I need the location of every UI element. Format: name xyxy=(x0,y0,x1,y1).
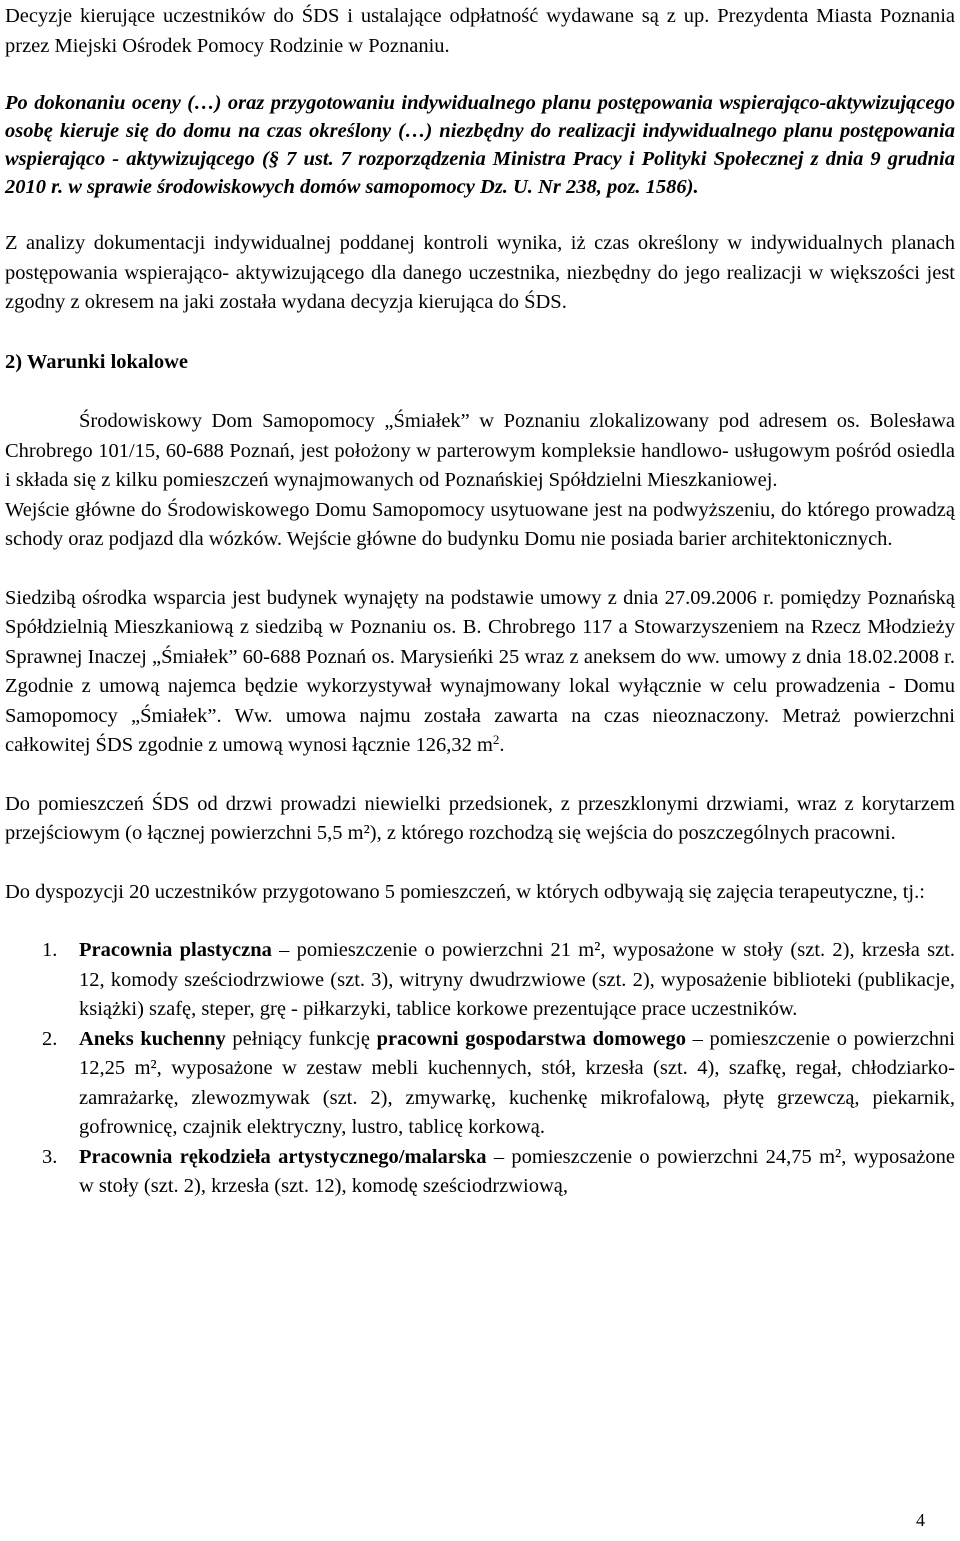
document-page xyxy=(5,0,955,1202)
list-item xyxy=(5,936,955,1025)
list-item xyxy=(5,1025,955,1143)
section-heading: 2) Warunki lokalowe xyxy=(5,350,189,373)
regulation-note: Po dokonaniu oceny (…) oraz przygotowaniu indywidualnego planu postępowania wspierająco-aktywizującego osobę kieruje się do domu na czas określony (…) niezbędny do realizacji indywidualnego planu postępowania wspierająco - aktywizującego (§ 7 ust. 7 rozporządzenia Ministra Pracy i Polityki Społecznej z dnia 9 grudnia 2010 r. w sprawie środowiskowych domów samopomocy Dz. U. Nr 238, poz. 1586). xyxy=(5,92,955,198)
analysis-paragraph: Z analizy dokumentacji indywidualnej poddanej kontroli wynika, iż czas określony w indywidualnych planach postępowania wspierająco- aktywizującego dla danego uczestnika, niezbędny do jego realizacji w większości jest zgodny z okresem na jaki została wydana decyzja kierująca do ŚDS. xyxy=(5,232,955,313)
location-paragraph: Środowiskowy Dom Samopomocy „Śmiałek” w Poznaniu zlokalizowany pod adresem os. Bolesława Chrobrego 101/15, 60-688 Poznań, jest położony w parterowym kompleksie handlowo- usługowym pośród osiedla i składa się z kilku pomieszczeń wynajmowanych od Poznańskiej Spółdzielni Mieszkaniowej. xyxy=(5,410,955,491)
list-item-number: 1. xyxy=(42,939,58,961)
room-name: Aneks kuchenny xyxy=(79,1027,226,1050)
entrance-paragraph: Wejście główne do Środowiskowego Domu Samopomocy usytuowane jest na podwyższeniu, do którego prowadzą schody oraz podjazd dla wózków. Wejście główne do budynku Domu nie posiada barier architektonicznych. xyxy=(5,498,955,550)
intro-paragraph: Decyzje kierujące uczestników do ŚDS i ustalające odpłatność wydawane są z up. Prezydenta Miasta Poznania przez Miejski Ośrodek Pomocy Rodzinie w Poznaniu. xyxy=(5,5,955,57)
lease-end: . xyxy=(499,734,505,756)
area-exponent: 2 xyxy=(492,732,500,747)
room-description: – pomieszczenie o powierzchni 21 m², wyposażone w stoły (szt. 2), krzesła szt. 12, komody sześciodrzwiowe (szt. 3), witryny dwudrzwiowe (szt. 2), wyposażenie biblioteki (publikacje, książki) szafę, steper, grę - piłkarzyki, tablice korkowe prezentujące prace uczestników. xyxy=(79,939,955,1020)
lease-text: Siedzibą ośrodka wsparcia jest budynek wynajęty na podstawie umowy z dnia 27.09.2006 r. pomiędzy Poznańską Spółdzielnią Mieszkaniową z siedzibą w Poznaniu os. B. Chrobrego 117 a Stowarzyszeniem na Rzecz Młodzieży Sprawnej Inaczej „Śmiałek” 60-688 Poznań os. Marysieńki 25 wraz z aneksem do ww. umowy z dnia 18.02.2008 r. Zgodnie z umową najemca będzie wykorzystywał wynajmowany lokal wyłącznie w celu prowadzenia - Domu Samopomocy „Śmiałek”. Ww. umowa najmu została zawarta na czas nieoznaczony. Metraż powierzchni całkowitej ŚDS zgodnie z umową wynosi łącznie 126,32 m xyxy=(5,586,955,756)
rooms-list xyxy=(5,936,955,1202)
room-function-text: pełniący funkcję xyxy=(225,1027,377,1050)
page-number: 4 xyxy=(916,1510,925,1530)
room-function-name: pracowni gospodarstwa domowego xyxy=(376,1027,686,1050)
room-name: Pracownia rękodzieła artystycznego/malarska xyxy=(79,1145,487,1168)
list-item-number: 2. xyxy=(42,1027,58,1050)
vestibule-paragraph: Do pomieszczeń ŚDS od drzwi prowadzi niewielki przedsionek, z przeszklonymi drzwiami, wraz z korytarzem przejściowym (o łącznej powierzchni 5,5 m²), z którego rozchodzą się wejścia do poszczególnych pracowni. xyxy=(5,792,955,844)
list-item-number: 3. xyxy=(42,1145,58,1168)
list-item xyxy=(5,1143,955,1202)
room-name: Pracownia plastyczna xyxy=(79,939,272,961)
room-description: – pomieszczenie o powierzchni 12,25 m², wyposażone w zestaw mebli kuchennych, stół, krzesła (szt. 4), szafkę, regał, chłodziarko-zamrażarkę, zlewozmywak (szt. 2), zmywarkę, kuchenkę mikrofalową, płytę grzewczą, piekarnik, gofrownicę, czajnik elektryczny, lustro, tablicę korkową. xyxy=(79,1027,955,1138)
room-description: – pomieszczenie o powierzchni 24,75 m², wyposażone w stoły (szt. 2), krzesła (szt. 12), komodę sześciodrzwiową, xyxy=(79,1145,955,1197)
rooms-intro-paragraph: Do dyspozycji 20 uczestników przygotowano 5 pomieszczeń, w których odbywają się zajęcia terapeutyczne, tj.: xyxy=(5,880,925,903)
lease-paragraph xyxy=(5,584,955,761)
